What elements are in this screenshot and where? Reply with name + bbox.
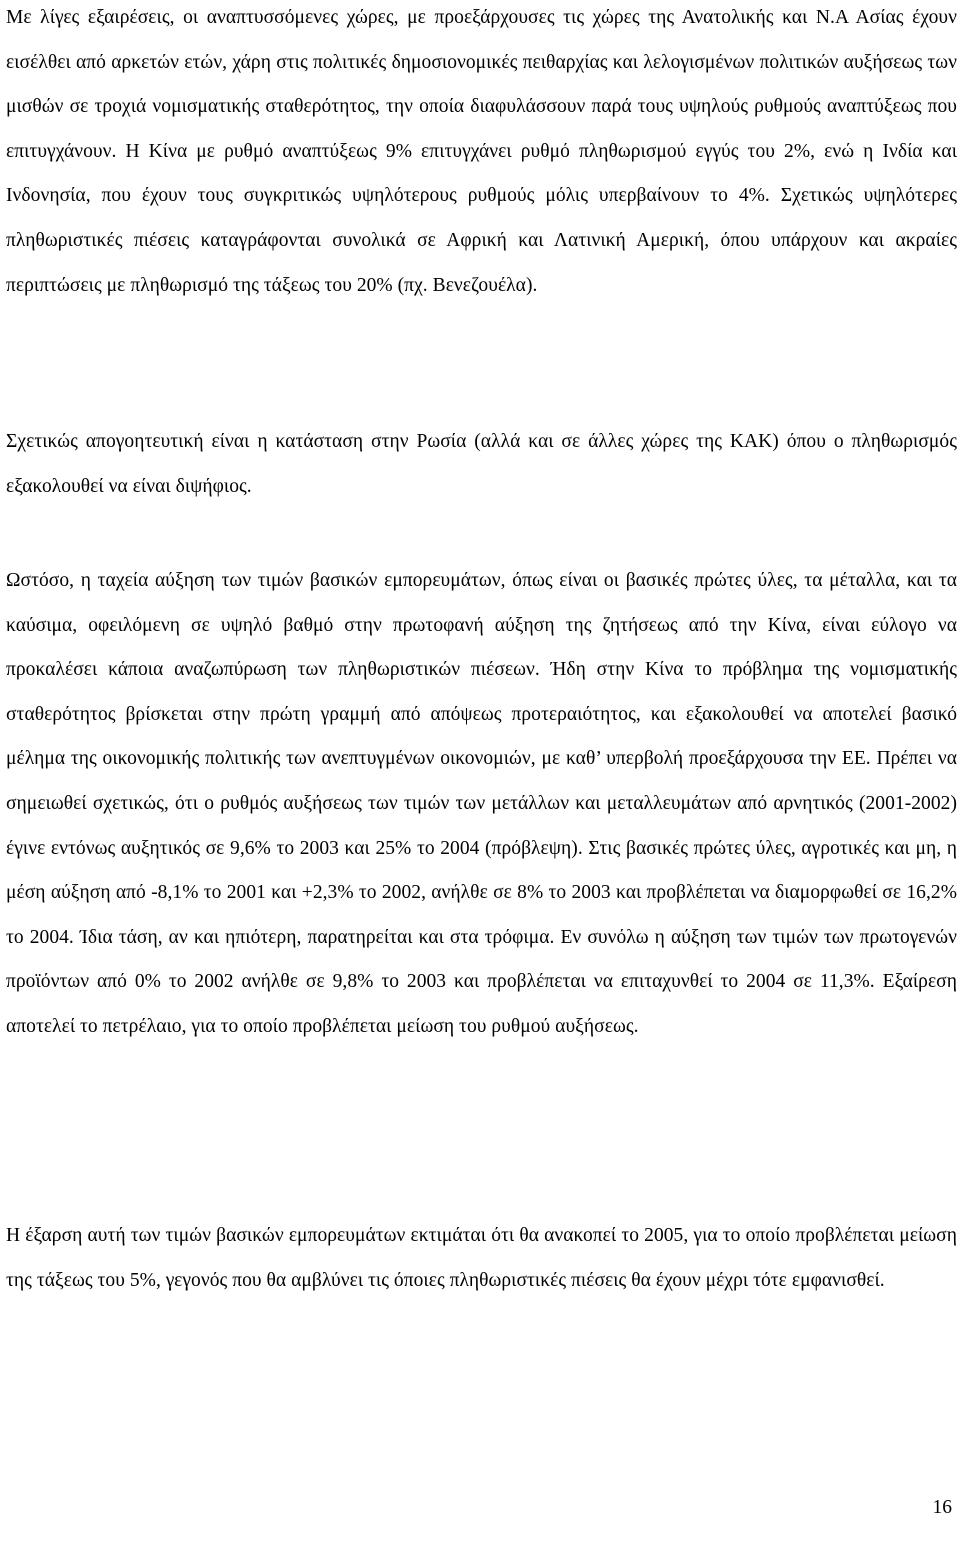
- page-number: 16: [932, 1497, 952, 1518]
- paragraph-developing-countries-inflation: Με λίγες εξαιρέσεις, οι αναπτυσσόμενες χώρες, με προεξάρχουσες τις χώρες της Ανατολικής και Ν.Α Ασίας έχουν εισέλθει από αρκετών ετών, χάρη στις πολιτικές δημοσιονομικές πειθαρχίας και λελογισμένων πολιτικών αυξήσεως των μισθών σε τροχιά νομισματικής σταθερότητος, την οποία διαφυλάσσουν παρά τους υψηλούς ρυθμούς αναπτύξεως που επιτυγχάνουν. Η Κίνα με ρυθμό αναπτύξεως 9% επιτυγχάνει ρυθμό πληθωρισμού εγγύς του 2%, ενώ η Ινδία και Ινδονησία, που έχουν τους συγκριτικώς υψηλότερους ρυθμούς μόλις υπερβαίνουν το 4%. Σχετικώς υψηλότερες πληθωριστικές πιέσεις καταγράφονται συνολικά σε Αφρική και Λατινική Αμερική, όπου υπάρχουν και ακραίες περιπτώσεις με πληθωρισμό της τάξεως του 20% (πχ. Βενεζουέλα).: [6, 7, 957, 296]
- paragraph-russia-inflation: Σχετικώς απογοητευτική είναι η κατάσταση στην Ρωσία (αλλά και σε άλλες χώρες της ΚΑΚ) όπου ο πληθωρισμός εξακολουθεί να είναι διψήφιος.: [6, 431, 957, 497]
- paragraph-commodity-prices: Ωστόσο, η ταχεία αύξηση των τιμών βασικών εμπορευμάτων, όπως είναι οι βασικές πρώτες ύλες, τα μέταλλα, και τα καύσιμα, οφειλόμενη σε υψηλό βαθμό στην πρωτοφανή αύξηση της ζητήσεως από την Κίνα, είναι εύλογο να προκαλέσει κάποια αναζωπύρωση των πληθωριστικών πιέσεων. Ήδη στην Κίνα το πρόβλημα της νομισματικής σταθερότητος βρίσκεται στην πρώτη γραμμή από απόψεως προτεραιότητος, και εξακολουθεί να αποτελεί βασικό μέλημα της οικονομικής πολιτικής των ανεπτυγμένων οικονομιών, με καθ’ υπερβολή προεξάρχουσα την ΕΕ. Πρέπει να σημειωθεί σχετικώς, ότι ο ρυθμός αυξήσεως των τιμών των μετάλλων και μεταλλευμάτων από αρνητικός (2001-2002) έγινε εντόνως αυξητικός σε 9,6% το 2003 και 25% το 2004 (πρόβλεψη). Στις βασικές πρώτες ύλες, αγροτικές και μη, η μέση αύξηση από -8,1% το 2001 και +2,3% το 2002, ανήλθε σε 8% το 2003 και προβλέπεται να διαμορφωθεί σε 16,2% το 2004. Ίδια τάση, αν και ηπιότερη, παρατηρείται και στα τρόφιμα. Εν συνόλω η αύξηση των τιμών των πρωτογενών προϊόντων από 0% το 2002 ανήλθε σε 9,8% το 2003 και προβλέπεται να επιταχυνθεί το 2004 σε 11,3%. Εξαίρεση αποτελεί το πετρέλαιο, για το οποίο προβλέπεται μείωση του ρυθμού αυξήσεως.: [6, 570, 957, 1037]
- paragraph-2005-outlook: Η έξαρση αυτή των τιμών βασικών εμπορευμάτων εκτιμάται ότι θα ανακοπεί το 2005, για το οποίο προβλέπεται μείωση της τάξεως του 5%, γεγονός που θα αμβλύνει τις όποιες πληθωριστικές πιέσεις θα έχουν μέχρι τότε εμφανισθεί.: [6, 1225, 957, 1291]
